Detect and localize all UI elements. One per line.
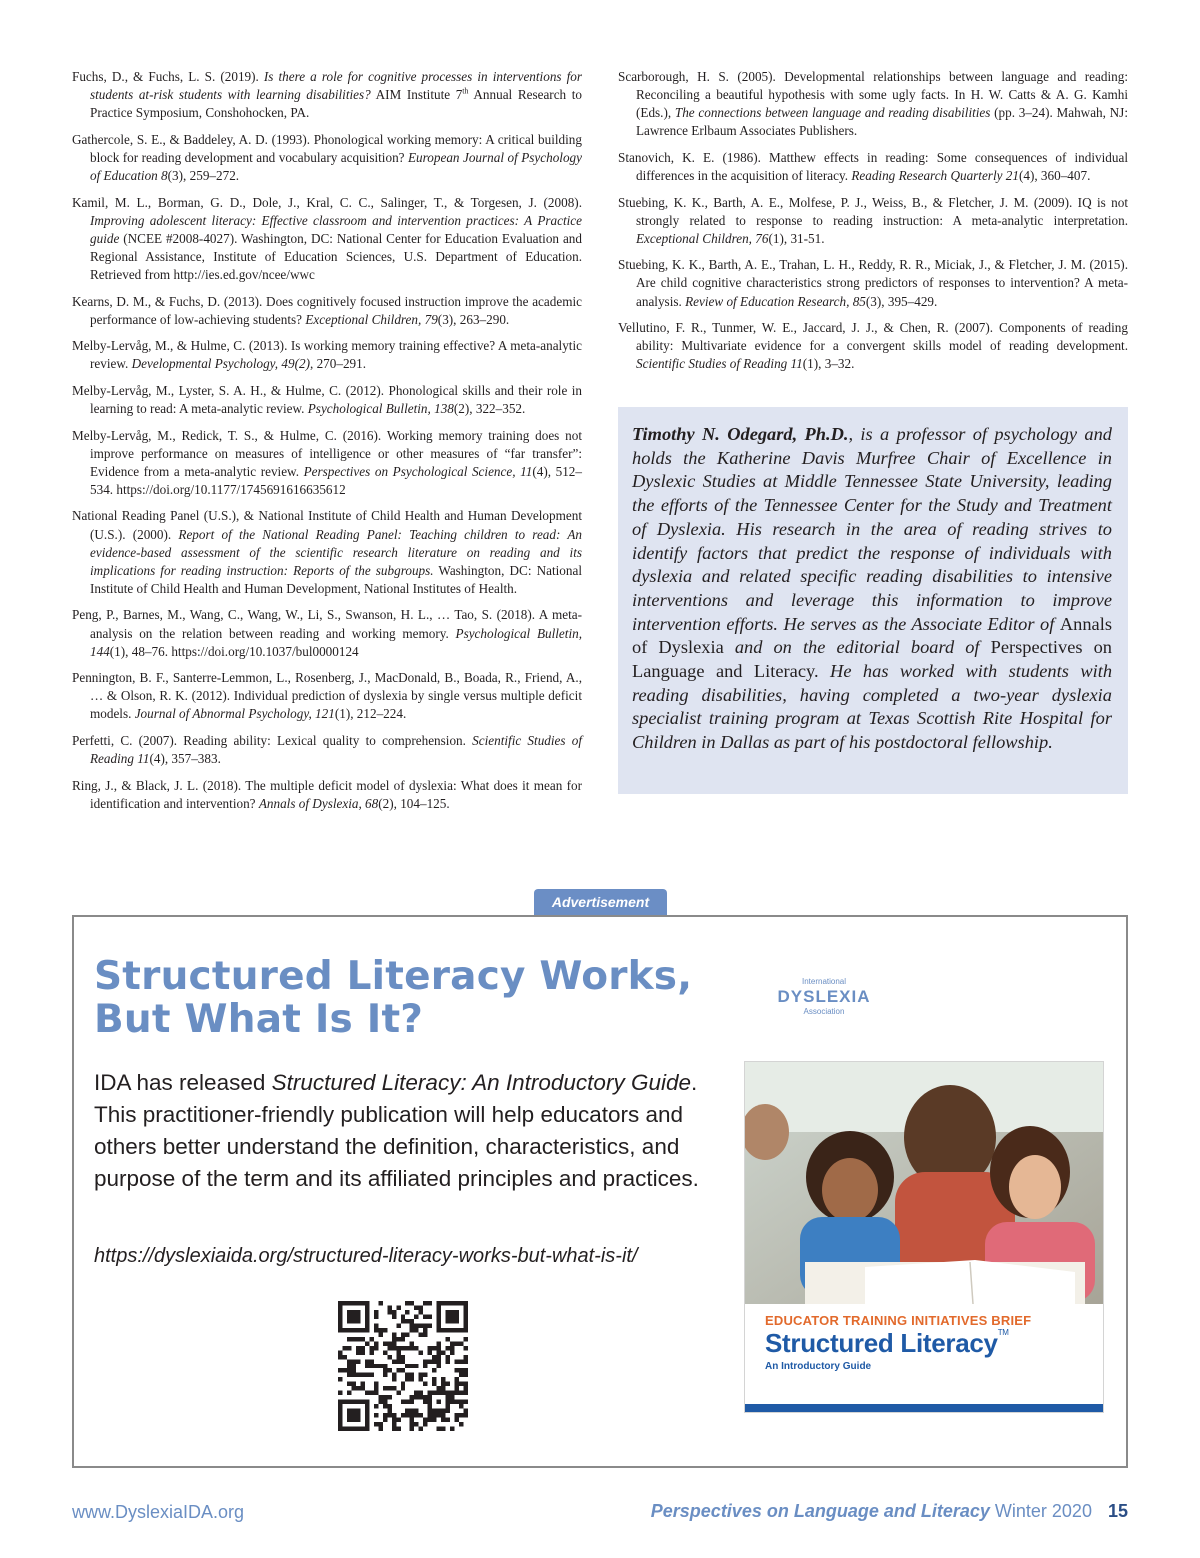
references-right-column <box>618 68 1128 382</box>
advertisement-tab: Advertisement <box>534 889 667 915</box>
reference-item: Vellutino, F. R., Tunmer, W. E., Jaccard, J. J., & Chen, R. (2007). Components of reading ability: Multivariate evidence for a convergent skills model of reading development. Scientific Studies of Reading 11(1), 3–32. <box>618 320 1128 372</box>
ad-description: IDA has released Structured Literacy: An Introductory Guide. This practitioner-friendly publication will help educators and others better understand the definition, characteristics, and purpose of the term and its affiliated principles and practices. <box>94 1070 699 1191</box>
reference-item: Stuebing, K. K., Barth, A. E., Molfese, P. J., Weiss, B., & Fletcher, J. M. (2009). IQ is not strongly related to response to reading instruction: A meta-analytic interpretation. Exceptional Children, 76(1), 31-51. <box>618 194 1128 246</box>
reference-item: Perfetti, C. (2007). Reading ability: Lexical quality to comprehension. Scientific Studies of Reading 11(4), 357–383. <box>72 733 582 767</box>
author-bio-box <box>618 407 1128 794</box>
footer-journal-info: Perspectives on Language and Literacy Winter 2020 15 <box>650 1501 1128 1521</box>
reference-item: Stuebing, K. K., Barth, A. E., Trahan, L. H., Reddy, R. R., Miciak, J., & Fletcher, J. M. (2015). Are child cognitive characteristics strong predictors of responses to intervention? A meta-analysis. Review of Education Research, 85(3), 395–429. <box>618 257 1128 309</box>
author-name: Timothy N. Odegard, Ph.D. <box>632 424 849 444</box>
ad-title: Structured Literacy Works, But What Is It? <box>94 954 693 1042</box>
page-number: 15 <box>1107 1501 1128 1521</box>
advertisement-box <box>72 915 1128 1468</box>
reference-item: Scarborough, H. S. (2005). Developmental relationships between language and reading: Reconciling a beautiful hypothesis with some ugly facts. In H. W. Catts & A. G. Kamhi (Eds.), The connections between language and reading disabilities (pp. 3–24). Mahwah, NJ: Lawrence Erlbaum Associates Publishers. <box>618 69 1128 139</box>
ida-logo: International DYSLEXIA Association <box>777 977 871 1016</box>
reference-item: Ring, J., & Black, J. L. (2018). The multiple deficit model of dyslexia: What does it mean for identification and intervention? Annals of Dyslexia, 68(2), 104–125. <box>72 777 582 811</box>
reference-item: Stanovich, K. E. (1986). Matthew effects in reading: Some consequences of individual differences in the acquisition of literacy. Reading Research Quarterly 21(4), 360–407. <box>618 149 1128 183</box>
guide-cover-image: EDUCATOR TRAINING INITIATIVES BRIEF Structured Literacy™ An Introductory Guide <box>744 1061 1104 1413</box>
reference-item: Kamil, M. L., Borman, G. D., Dole, J., Kral, C. C., Salinger, T., & Torgesen, J. (2008). Improving adolescent literacy: Effective classroom and intervention practices: A Practice guide (NCEE #2008-4027). Washington, DC: National Center for Education Evaluation and Regional Assistance, Institute of Education Sciences, U.S. Department of Education. Retrieved from http://ies.ed.gov/ncee/wwc <box>72 194 582 282</box>
ad-url-link[interactable]: https://dyslexiaida.org/structured-literacy-works-but-what-is-it/ <box>94 1245 638 1267</box>
reference-item: Kearns, D. M., & Fuchs, D. (2013). Does cognitively focused instruction improve the academic performance of low-achieving students? Exceptional Children, 79(3), 263–290. <box>72 293 582 327</box>
reference-item: Pennington, B. F., Santerre-Lemmon, L., Rosenberg, J., MacDonald, B., Boada, R., Friend, A., … & Olson, R. K. (2012). Individual prediction of dyslexia by single versus multiple deficit models. Journal of Abnormal Psychology, 121(1), 212–224. <box>72 670 582 722</box>
reference-item: National Reading Panel (U.S.), & National Institute of Child Health and Human Development (U.S.). (2000). Report of the National Reading Panel: Teaching children to read: An evidence-based assessment of the scientific research literature on reading and its implications for reading instruction: Reports of the subgroups. Washington, DC: National Institute of Child Health and Human Development, National Institutes of Health. <box>72 508 582 596</box>
reference-item: Melby-Lervåg, M., Redick, T. S., & Hulme, C. (2016). Working memory training does not improve performance on measures of intelligence or other measures of “far transfer”: Evidence from a meta-analytic review. Perspectives on Psychological Science, 11(4), 512–534. https://doi.org/10.1177/1745691616635612 <box>72 427 582 497</box>
reference-item: Gathercole, S. E., & Baddeley, A. D. (1993). Phonological working memory: A critical building block for reading development and vocabulary acquisition? European Journal of Psychology of Education 8(3), 259–272. <box>72 131 582 183</box>
classroom-photo-icon <box>745 1062 1103 1304</box>
qr-code-icon[interactable] <box>338 1301 468 1431</box>
cover-bottom-bar <box>745 1404 1103 1412</box>
references-left-column <box>72 68 582 821</box>
reference-item: Peng, P., Barnes, M., Wang, C., Wang, W., Li, S., Swanson, H. L., … Tao, S. (2018). A meta-analysis on the relation between reading and working memory. Psychological Bulletin, 144(1), 48–76. https://doi.org/10.1037/bul0000124 <box>72 607 583 659</box>
author-bio-text: Timothy N. Odegard, Ph.D., is a professor of psychology and holds the Katherine Davis Murfree Chair of Excellence in Dyslexic Studies at Middle Tennessee State University, leading the efforts of the Tennessee Center for the Study and Treatment of Dyslexia. His research in the area of reading strives to identify factors that predict the response of individuals with dyslexia and related specific reading disabilities to intensive interventions and leverage this information to improve intervention efforts. He serves as the Associate Editor of Annals of Dyslexia and on the editorial board of Perspectives on Language and Literacy. He has worked with students with reading disabilities, having completed a two-year dyslexia specialist training program at Texas Scottish Rite Hospital for Children in Dallas as part of his postdoctoral fellowship. <box>632 424 1113 753</box>
footer-website-link[interactable]: www.DyslexiaIDA.org <box>72 1502 245 1522</box>
reference-item: Melby-Lervåg, M., Lyster, S. A. H., & Hulme, C. (2012). Phonological skills and their role in learning to read: A meta-analytic review. Psychological Bulletin, 138(2), 322–352. <box>72 382 582 416</box>
reference-item: Melby-Lervåg, M., & Hulme, C. (2013). Is working memory training effective? A meta-analytic review. Developmental Psychology, 49(2), 270–291. <box>72 338 582 372</box>
reference-item: Fuchs, D., & Fuchs, L. S. (2019). Is there a role for cognitive processes in interventions for students at-risk students with learning disabilities? AIM Institute 7th Annual Research to Practice Symposium, Conshohocken, PA. <box>72 69 583 121</box>
